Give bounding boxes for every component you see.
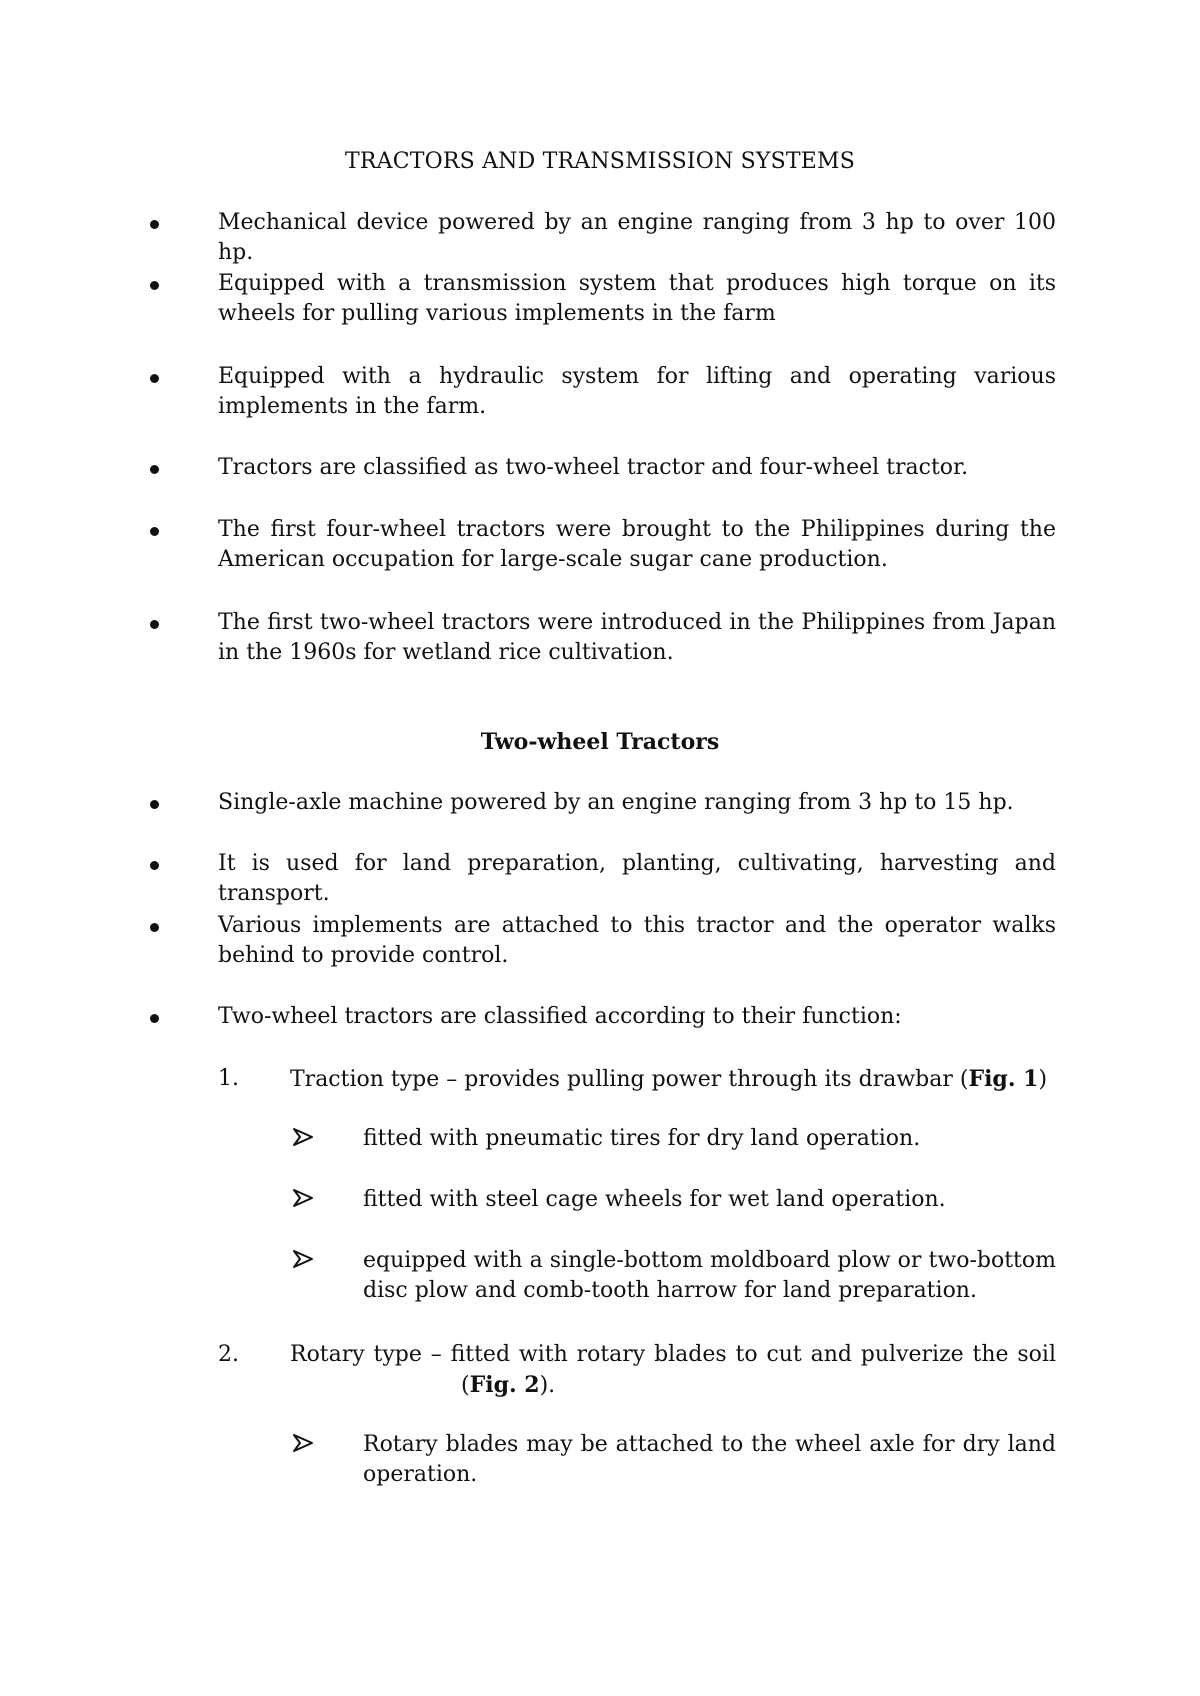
numbered-item: Traction type – provides pulling power through its drawbar (Fig. 1) <box>290 1066 1048 1092</box>
bullet-icon <box>148 525 162 539</box>
sub-list-item: equipped with a single-bottom moldboard plow or two-bottom disc plow and comb-tooth harrow for land preparation. <box>363 1248 1056 1303</box>
figure-reference: Fig. 2 <box>469 1372 540 1398</box>
bullet-icon <box>148 1012 162 1026</box>
bullet-icon <box>148 463 162 477</box>
list-item: It is used for land preparation, planting, cultivating, harvesting and transport. <box>218 851 1056 906</box>
bullet-icon <box>148 218 162 232</box>
list-item: Equipped with a hydraulic system for lifting and operating various implements in the farm. <box>218 364 1056 419</box>
list-number: 2. <box>218 1342 239 1367</box>
list-item: Single-axle machine powered by an engine ranging from 3 hp to 15 hp. <box>218 790 1014 815</box>
bullet-icon <box>148 921 162 935</box>
page-title: TRACTORS AND TRANSMISSION SYSTEMS <box>344 149 856 174</box>
bullet-icon <box>148 859 162 873</box>
list-item: Mechanical device powered by an engine ranging from 3 hp to over 100 hp. <box>218 210 1056 265</box>
bullet-icon <box>148 279 162 293</box>
section-heading: Two-wheel Tractors <box>480 729 720 755</box>
bullet-icon <box>148 798 162 812</box>
arrow-bullet-icon <box>292 1127 316 1149</box>
list-number: 1. <box>218 1066 239 1091</box>
list-item: The first four-wheel tractors were brought to the Philippines during the American occupation for large-scale sugar cane production. <box>218 517 1056 572</box>
bullet-icon <box>148 372 162 386</box>
bullet-icon <box>148 618 162 632</box>
list-item: Equipped with a transmission system that produces high torque on its wheels for pulling various implements in the farm <box>218 271 1056 326</box>
arrow-bullet-icon <box>292 1433 316 1455</box>
figure-reference: Fig. 1 <box>968 1066 1039 1092</box>
list-item: Two-wheel tractors are classified according to their function: <box>218 1004 902 1029</box>
list-item: Various implements are attached to this tractor and the operator walks behind to provide control. <box>218 913 1056 968</box>
sub-list-item: fitted with steel cage wheels for wet land operation. <box>363 1187 946 1212</box>
list-item: The first two-wheel tractors were introduced in the Philippines from Japan in the 1960s for wetland rice cultivation. <box>218 610 1056 665</box>
numbered-item: Rotary type – fitted with rotary blades to cut and pulverize the soil <box>290 1342 1056 1367</box>
arrow-bullet-icon <box>292 1188 316 1210</box>
sub-list-item: Rotary blades may be attached to the wheel axle for dry land operation. <box>363 1432 1056 1487</box>
sub-list-item: fitted with pneumatic tires for dry land operation. <box>363 1126 921 1151</box>
figure-reference-line: (Fig. 2). <box>461 1372 556 1398</box>
list-item: Tractors are classified as two-wheel tractor and four-wheel tractor. <box>218 455 969 480</box>
arrow-bullet-icon <box>292 1249 316 1271</box>
